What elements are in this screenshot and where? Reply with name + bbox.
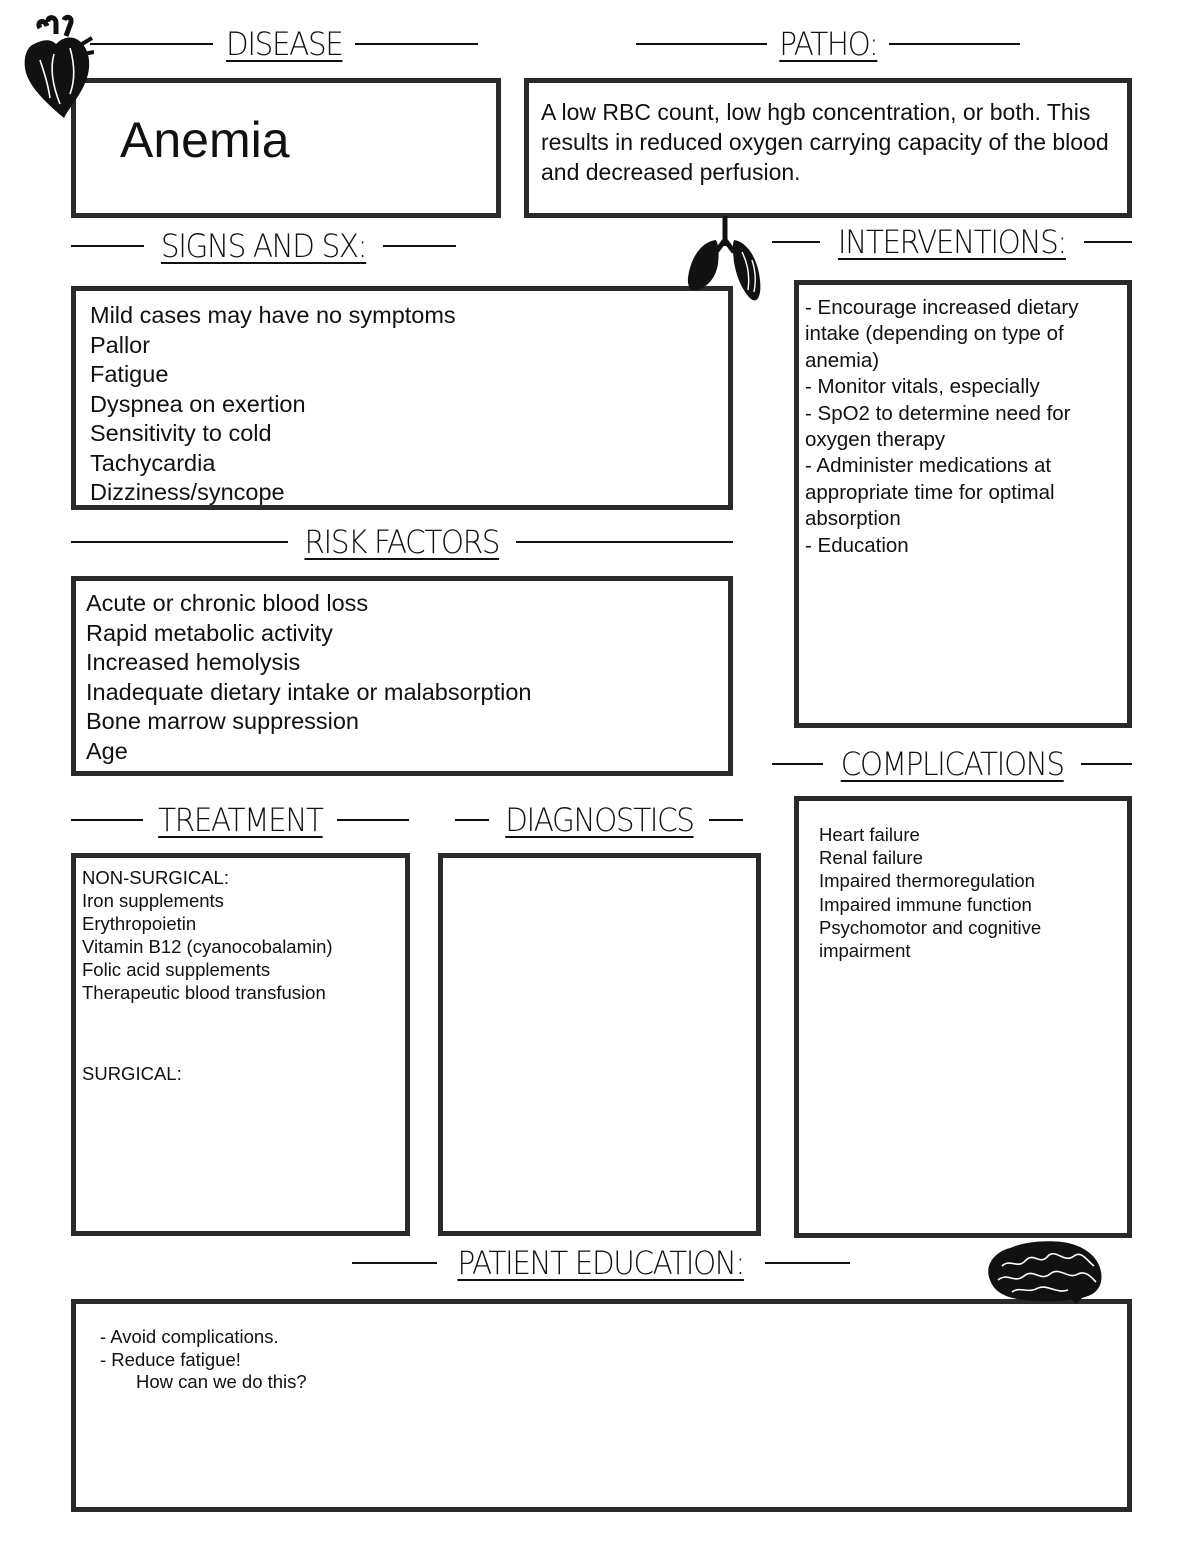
list-item: Tachycardia (90, 449, 216, 476)
treatment-heading: TREATMENT (157, 801, 323, 839)
list-item: Acute or chronic blood loss (86, 590, 369, 616)
list-item: Dyspnea on exertion (90, 390, 306, 417)
surgical-label: SURGICAL: (82, 1063, 182, 1084)
list-item: - Administer medications at appropriate time for optimal absorption (805, 454, 1055, 531)
education-header (352, 1241, 850, 1285)
education-box (71, 1299, 1132, 1512)
list-item: How can we do this? (136, 1371, 307, 1392)
complications-heading: COMPLICATIONS (840, 745, 1064, 783)
list-item: Dizziness/syncope (90, 479, 285, 505)
list-item: Fatigue (90, 361, 169, 387)
complications-header (772, 742, 1132, 786)
list-item: - Education (805, 533, 909, 557)
disease-box (71, 78, 501, 218)
disease-heading: DISEASE (225, 25, 343, 63)
risk-box (71, 576, 733, 776)
list-item: Pallor (90, 331, 151, 358)
disease-header (90, 22, 478, 66)
list-item: Impaired immune function (819, 893, 1032, 915)
signs-heading: SIGNS AND SX: (160, 227, 367, 265)
list-item: Rapid metabolic activity (86, 619, 333, 646)
diagnostics-box (438, 853, 761, 1236)
brain-icon (984, 1236, 1106, 1304)
list-item: Therapeutic blood transfusion (82, 982, 326, 1003)
list-item: - Reduce fatigue! (100, 1348, 241, 1370)
non-surgical-label: NON-SURGICAL: (82, 867, 229, 888)
interventions-heading: INTERVENTIONS: (837, 223, 1067, 261)
list-item: Erythropoietin (82, 913, 197, 934)
treatment-box (71, 853, 410, 1236)
list-item: Mild cases may have no symptoms (90, 302, 456, 328)
interventions-header (772, 220, 1132, 264)
list-item: Age (86, 737, 128, 764)
interventions-box (794, 280, 1132, 728)
patho-box (524, 78, 1132, 218)
complications-box (794, 796, 1132, 1238)
list-item: Sensitivity to cold (90, 420, 272, 446)
education-heading: PATIENT EDUCATION: (457, 1244, 745, 1282)
treatment-header (71, 798, 409, 842)
list-item: Vitamin B12 (cyanocobalamin) (82, 936, 333, 957)
diagnostics-header (455, 798, 743, 842)
list-item: Impaired thermoregulation (819, 870, 1035, 892)
disease-name: Anemia (120, 112, 290, 168)
diagnostics-heading: DIAGNOSTICS (504, 801, 694, 839)
list-item: - SpO2 to determine need for oxygen therapy (805, 401, 1071, 452)
list-item: - Monitor vitals, especially (805, 375, 1040, 399)
list-item: Renal failure (819, 847, 923, 869)
list-item: Folic acid supplements (82, 959, 271, 980)
list-item: - Avoid complications. (100, 1326, 279, 1347)
list-item: Bone marrow suppression (86, 708, 359, 734)
list-item: Increased hemolysis (86, 649, 301, 675)
signs-header (71, 224, 456, 268)
list-item: Psychomotor and cognitive impairment (819, 916, 1042, 962)
risk-header (71, 520, 733, 564)
patho-text: A low RBC count, low hgb concentration, or both. This results in reduced oxygen carrying capacity of the blood and decreased perfusion. (541, 99, 1109, 185)
list-item: Iron supplements (82, 890, 224, 911)
heart-icon (20, 14, 94, 122)
patho-heading: PATHO: (778, 25, 878, 63)
list-item: - Encourage increased dietary intake (depending on type of anemia) (805, 296, 1079, 372)
signs-box (71, 286, 733, 510)
lungs-icon (686, 216, 764, 308)
patho-header (636, 22, 1020, 66)
list-item: Inadequate dietary intake or malabsorption (86, 678, 532, 705)
list-item: Heart failure (819, 824, 920, 845)
risk-heading: RISK FACTORS (304, 523, 500, 561)
